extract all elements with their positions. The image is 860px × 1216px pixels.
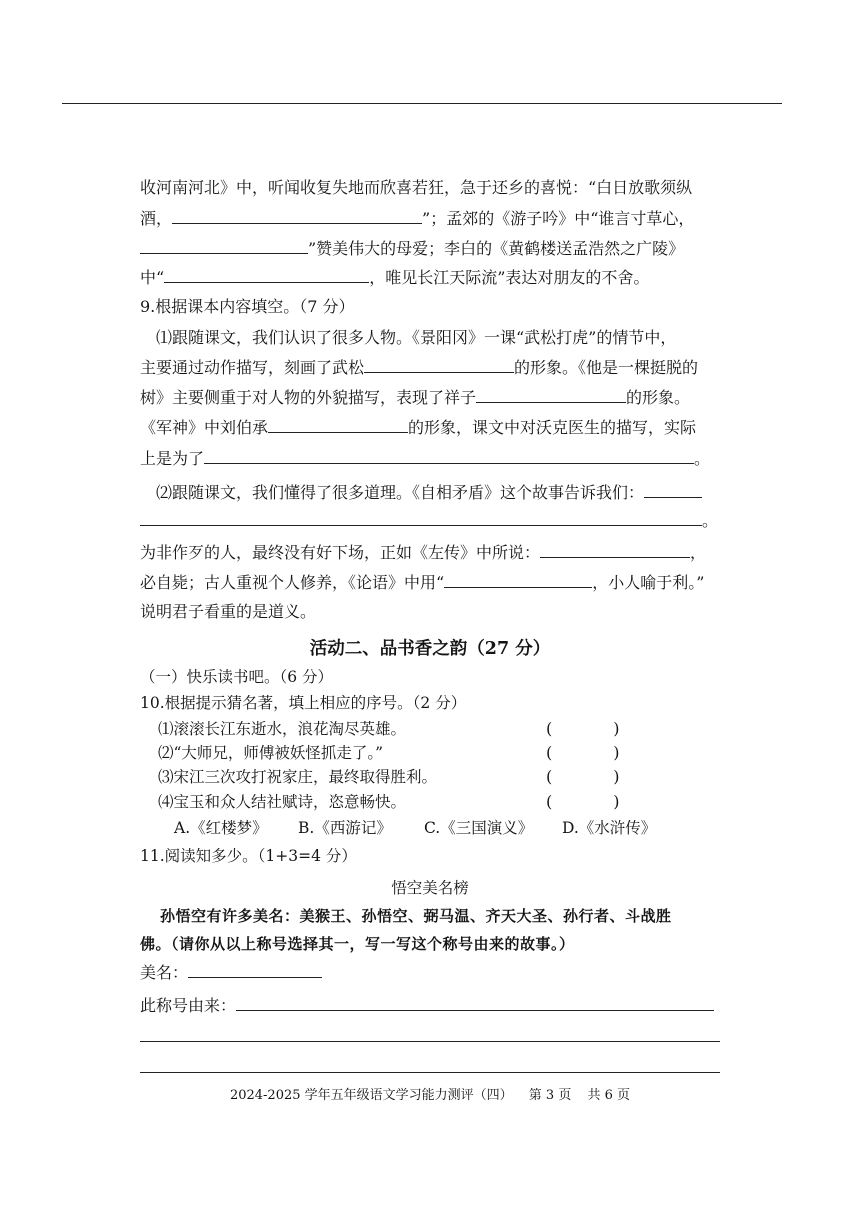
- question-text: ⑵跟随课文，我们懂得了很多道理。《自相矛盾》这个故事告诉我们：: [156, 483, 645, 502]
- poem-text: 酒，: [140, 209, 173, 228]
- question-heading: 10.根据提示猜名著，填上相应的序号。（2 分）: [140, 694, 467, 712]
- poem-line-4: [140, 268, 649, 288]
- q9-p2-line-5: [140, 602, 316, 622]
- question-text: 必自毙；古人重视个人修养，《论语》中用“: [140, 573, 445, 592]
- poem-text: ，唯见长江天际流”表达对朋友的不舍。: [369, 268, 650, 287]
- question-text: 树》主要侧重于对人物的外貌描写，表现了祥子: [140, 388, 477, 407]
- q10-option-a: [174, 818, 268, 838]
- activity-2-title: 活动二、品书香之韵（27 分）: [309, 639, 551, 659]
- answer-blank[interactable]: [444, 573, 592, 588]
- question-text: ，: [690, 543, 707, 562]
- q9-p2-line-4: [140, 573, 704, 593]
- q10-item-4: [158, 792, 406, 812]
- q9-p2-line-2: [140, 511, 718, 531]
- option-label: D.《水浒传》: [562, 819, 657, 837]
- answer-blank[interactable]: [644, 483, 702, 498]
- q9-p1-line-3: [140, 388, 690, 408]
- answer-blank[interactable]: [204, 449, 694, 464]
- q9-p2-line-3: [140, 543, 706, 563]
- q9-p1-line-1: [156, 328, 676, 348]
- q10-item-3: [158, 767, 437, 787]
- poem-line-2: [140, 209, 694, 229]
- answer-blank[interactable]: [164, 268, 369, 283]
- question-heading: 9.根据课本内容填空。（7 分）: [140, 297, 355, 316]
- answer-blank[interactable]: [140, 511, 702, 526]
- answer-blank[interactable]: [540, 543, 690, 558]
- reading-text-line-1: [160, 906, 672, 926]
- question-text: 的形象。《他是一棵挺脱的: [514, 358, 699, 377]
- question-text: 。: [702, 511, 719, 530]
- reading-text-line-2: [140, 934, 575, 954]
- option-label: C.《三国演义》: [424, 819, 534, 837]
- answer-paren-1[interactable]: ( ): [546, 719, 620, 738]
- answer-paren-3[interactable]: ( ): [546, 767, 620, 786]
- q10-option-b: [298, 818, 392, 838]
- reading-box-title: 悟空美名榜: [391, 879, 469, 897]
- poem-text: 收河南河北》中，听闻收复失地而欣喜若狂，急于还乡的喜悦：“白日放歌须纵: [140, 178, 693, 197]
- list-item: ⑷宝玉和众人结社赋诗，恣意畅快。: [158, 793, 407, 811]
- origin-answer-blank[interactable]: [236, 996, 714, 1011]
- name-answer-blank[interactable]: [188, 963, 322, 978]
- question-text: ⑴跟随课文，我们认识了很多人物。《景阳冈》一课“武松打虎”的情节中，: [156, 328, 677, 347]
- question-10-heading: [140, 693, 466, 713]
- poem-text: ”；孟郊的《游子吟》中“谁言寸草心，: [422, 209, 695, 228]
- question-text: 《军神》中刘伯承: [140, 418, 269, 437]
- poem-line-1: [140, 178, 692, 198]
- list-item: ⑴滚滚长江东逝水，浪花淘尽英雄。: [158, 720, 407, 738]
- answer-blank[interactable]: [268, 418, 408, 433]
- question-heading: 11.阅读知多少。（1+3=4 分）: [140, 847, 357, 865]
- page-number: 第 3 页: [528, 1088, 572, 1103]
- exam-title: 2024-2025 学年五年级语文学习能力测评（四）: [229, 1088, 513, 1103]
- name-answer-row: [140, 963, 322, 983]
- reading-text: 孙悟空有许多美名：美猴王、孙悟空、弼马温、齐天大圣、孙行者、斗战胜: [160, 907, 672, 925]
- q9-p2-line-1: [156, 483, 702, 503]
- list-item: ⑵“大师兄，师傅被妖怪抓走了。”: [158, 744, 384, 762]
- question-9-heading: [140, 297, 355, 317]
- answer-paren-4[interactable]: ( ): [546, 792, 620, 811]
- option-label: A.《红楼梦》: [174, 819, 268, 837]
- page-total: 共 6 页: [587, 1088, 631, 1103]
- header-rule: [62, 103, 782, 104]
- field-label: 此称号由来：: [140, 996, 237, 1015]
- poem-line-3: [140, 239, 684, 259]
- question-text: 主要通过动作描写，刻画了武松: [140, 358, 365, 377]
- question-text: 说明君子看重的是道义。: [140, 602, 317, 621]
- page-footer: [0, 1084, 860, 1103]
- q10-item-2: [158, 743, 383, 763]
- q9-p1-line-2: [140, 358, 698, 378]
- answer-line[interactable]: [140, 1041, 720, 1042]
- option-label: B.《西游记》: [298, 819, 392, 837]
- answer-line[interactable]: [140, 1072, 720, 1073]
- reading-text: 佛。（请你从以上称号选择其一，写一写这个称号由来的故事。）: [140, 935, 575, 953]
- question-text: 的形象。: [626, 388, 691, 407]
- question-11-heading: [140, 846, 357, 866]
- answer-paren-2[interactable]: ( ): [546, 743, 620, 762]
- answer-blank[interactable]: [476, 388, 626, 403]
- q9-p1-line-4: [140, 418, 696, 438]
- poem-text: ”赞美伟大的母爱；李白的《黄鹤楼送孟浩然之广陵》: [308, 239, 685, 258]
- list-item: ⑶宋江三次攻打祝家庄，最终取得胜利。: [158, 768, 438, 786]
- origin-answer-row: [140, 996, 714, 1016]
- answer-blank[interactable]: [140, 239, 308, 254]
- answer-blank[interactable]: [172, 209, 422, 224]
- question-text: 的形象，课文中对沃克医生的描写，实际: [408, 418, 697, 437]
- section-heading: （一）快乐读书吧。（6 分）: [140, 668, 334, 686]
- question-text: ，小人喻于利。”: [592, 573, 705, 592]
- question-text: 上是为了: [140, 449, 205, 468]
- question-text: 为非作歹的人，最终没有好下场，正如《左传》中所说：: [140, 543, 541, 562]
- q9-p1-line-5: [140, 449, 710, 469]
- question-text: 。: [694, 449, 711, 468]
- q10-option-d: [562, 818, 656, 838]
- field-label: 美名：: [140, 963, 189, 982]
- part-1-heading: [140, 667, 333, 687]
- q10-option-c: [424, 818, 533, 838]
- q10-item-1: [158, 719, 406, 739]
- poem-text: 中“: [140, 268, 165, 287]
- answer-blank[interactable]: [364, 358, 514, 373]
